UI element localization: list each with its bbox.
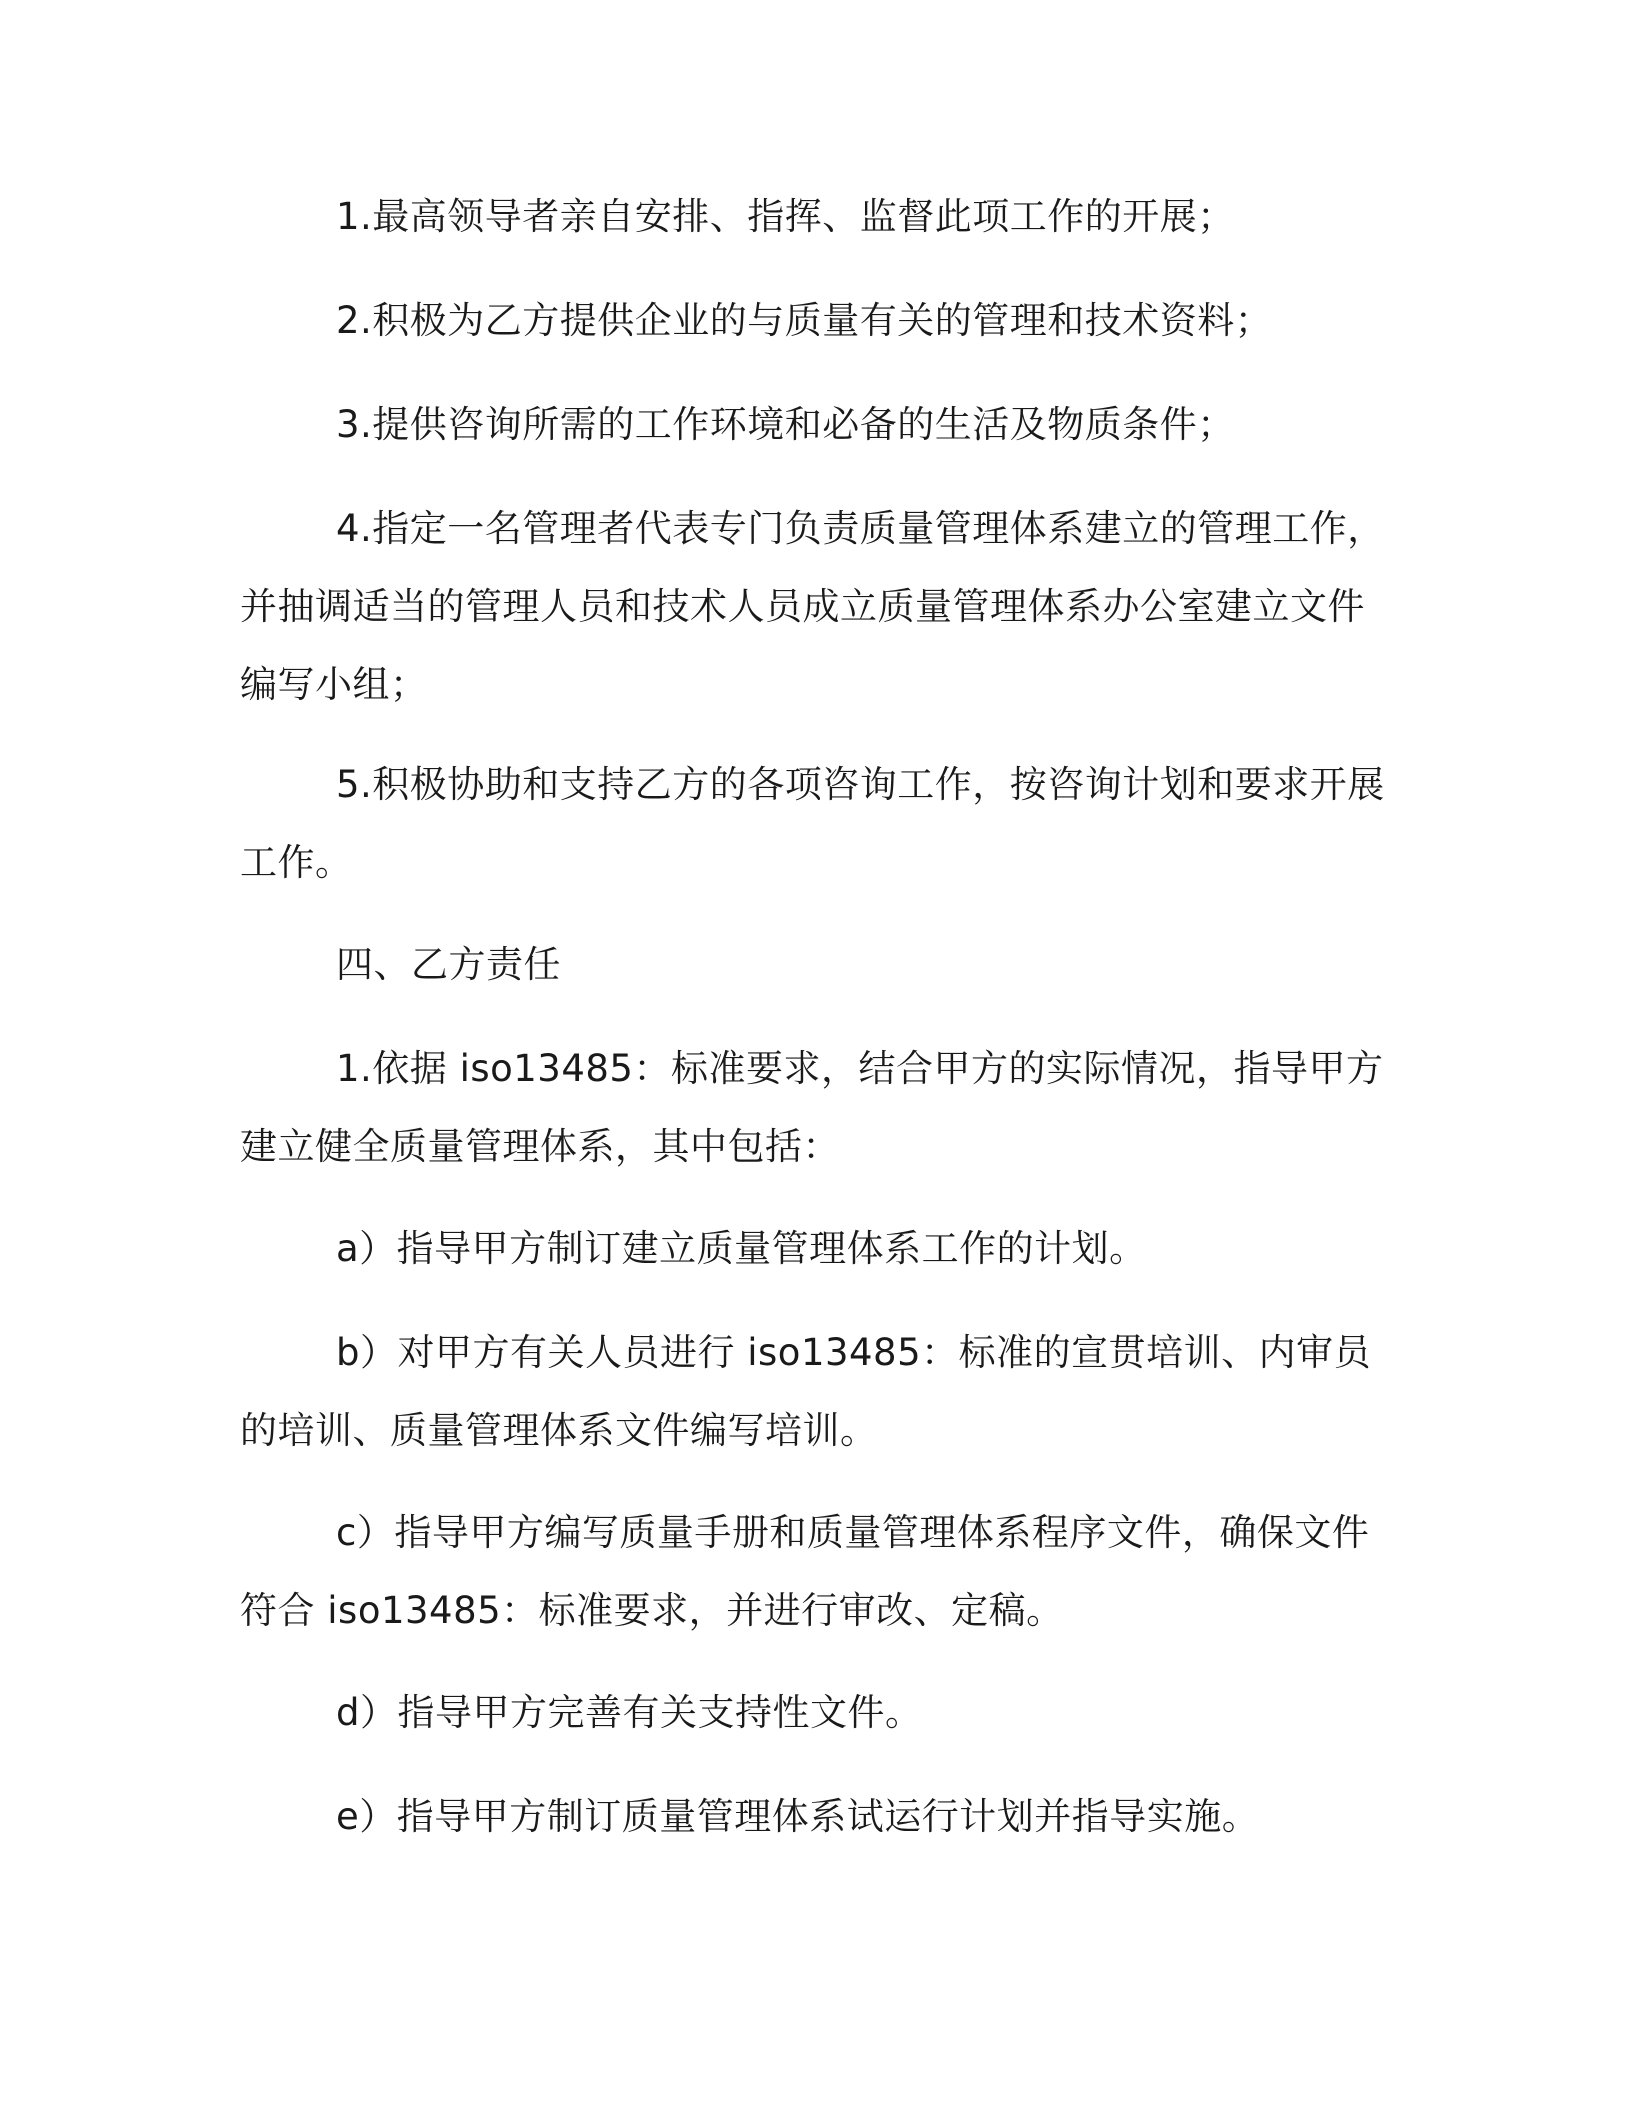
section-heading: 四、乙方责任 <box>336 943 561 986</box>
sub-item-a: a）指导甲方制订建立质量管理体系工作的计划。 <box>336 1227 1147 1270</box>
sub-item-e: e）指导甲方制订质量管理体系试运行计划并指导实施。 <box>336 1795 1260 1838</box>
paragraph-responsibility-1: 1.依据 iso13485：标准要求，结合甲方的实际情况，指导甲方建立健全质量管理体系，其中包括： <box>240 1047 1384 1168</box>
sub-item-b: b）对甲方有关人员进行 iso13485：标准的宣贯培训、内审员的培训、质量管理体系文件编写培训。 <box>240 1331 1372 1452</box>
sub-item-d: d）指导甲方完善有关支持性文件。 <box>336 1691 923 1734</box>
paragraph-item-1: 1.最高领导者亲自安排、指挥、监督此项工作的开展； <box>336 195 1235 238</box>
paragraph-item-3: 3.提供咨询所需的工作环境和必备的生活及物质条件； <box>336 403 1235 446</box>
paragraph-item-4: 4.指定一名管理者代表专门负责质量管理体系建立的管理工作，并抽调适当的管理人员和技术人员成立质量管理体系办公室建立文件编写小组； <box>240 507 1385 706</box>
paragraph-item-2: 2.积极为乙方提供企业的与质量有关的管理和技术资料； <box>336 299 1273 342</box>
sub-item-c: c）指导甲方编写质量手册和质量管理体系程序文件，确保文件符合 iso13485：标准要求，并进行审改、定稿。 <box>240 1511 1370 1632</box>
paragraph-item-5: 5.积极协助和支持乙方的各项咨询工作，按咨询计划和要求开展工作。 <box>240 763 1385 884</box>
